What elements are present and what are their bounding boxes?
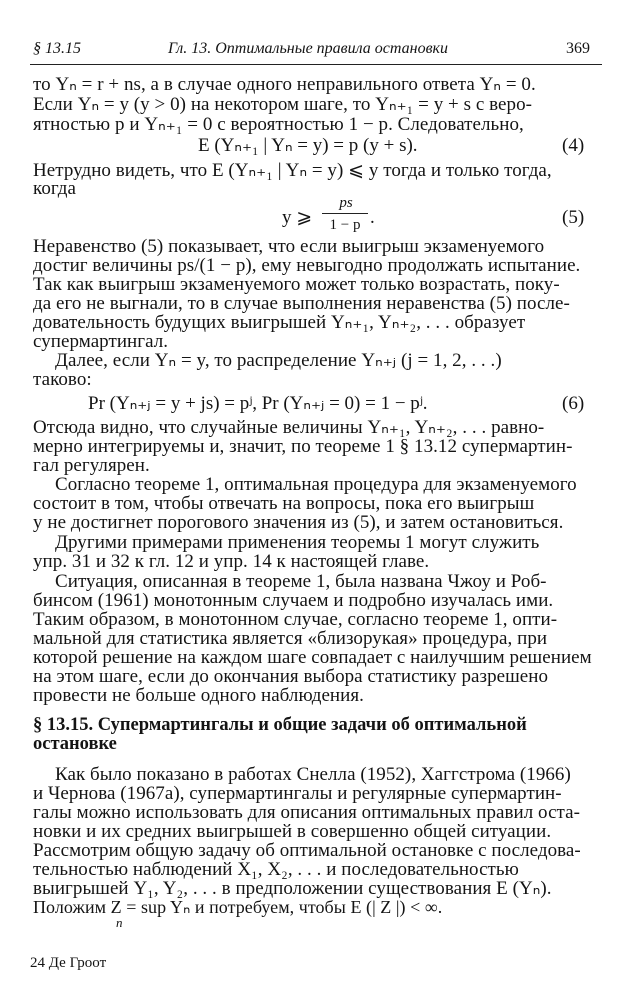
text-line: Согласно теореме 1, оптимальная процедура для экзаменуемого [55, 474, 577, 496]
text-line: Положим Z = sup Yₙ и потребуем, чтобы E (| Z |) < ∞. [33, 897, 443, 918]
text-line: упр. 31 и 32 к гл. 12 и упр. 14 к настоящей главе. [33, 551, 430, 573]
equation-5-lhs: y ⩾ [282, 206, 313, 228]
text-line: гал регулярен. [33, 455, 150, 477]
sup-subscript: n [116, 915, 123, 931]
text-line: Далее, если Yₙ = y, то распределение Yₙ₊ⱼ (j = 1, 2, . . .) [55, 350, 502, 372]
text-line: новки и их средних выигрышей в совершенно общей ситуации. [33, 821, 552, 843]
text-line: Если Yₙ = y (y > 0) на некотором шаге, то Yₙ₊₁ = y + s с веро- [33, 94, 533, 116]
text-line: довательность будущих выигрышей Yₙ₊₁, Yₙ₊₂, . . . образует [33, 311, 526, 333]
text-line: которой решение на каждом шаге совпадает с наилучшим решением [33, 647, 592, 669]
text-line: таково: [33, 369, 92, 391]
text-line: галы можно использовать для описания оптимальных правил оста- [33, 802, 581, 824]
equation-5-tail: . [370, 206, 375, 228]
text-line: Таким образом, в монотонном случае, согласно теореме 1, опти- [33, 609, 558, 631]
text-line: Неравенство (5) показывает, что если выигрыш экзаменуемого [33, 235, 545, 257]
text-line: когда [33, 177, 76, 199]
text-line: да его не выгнали, то в случае выполнения неравенства (5) после- [33, 292, 570, 314]
text-line: на этом шаге, если до окончания выбора статистику разрешено [33, 666, 549, 688]
text-line: Рассмотрим общую задачу об оптимальной остановке с последова- [33, 840, 581, 862]
text-line: бинсом (1961) монотонным случаем и подробно изучалась ими. [33, 590, 554, 612]
equation-4: E (Yₙ₊₁ | Yₙ = y) = p (y + s). [198, 135, 418, 157]
running-header-section: § 13.15 [33, 40, 81, 57]
text-line: Другими примерами применения теоремы 1 могут служить [55, 532, 540, 554]
header-rule [30, 64, 602, 65]
text-line: Как было показано в работах Снелла (1952), Хаггстрома (1966) [55, 764, 571, 786]
text-line: состоит в том, чтобы отвечать на вопросы, пока его выигрыш [33, 493, 535, 515]
equation-5-numerator: ps [339, 195, 353, 212]
text-line: достиг величины ps/(1 − p), ему невыгодно продолжать испытание. [33, 254, 581, 276]
text-line: супермартингал. [33, 330, 169, 352]
equation-number-6: (6) [562, 392, 585, 414]
text-line: Нетрудно видеть, что E (Yₙ₊₁ | Yₙ = y) ⩽ y тогда и только тогда, [33, 159, 552, 181]
text-line: мальной для статистика является «близорукая» процедура, при [33, 628, 548, 650]
text-line: и Чернова (1967a), супермартингалы и регулярные супермартин- [33, 783, 562, 805]
text-line: Ситуация, описанная в теореме 1, была названа Чжоу и Роб- [55, 571, 547, 593]
section-heading-continued: остановке [33, 734, 117, 755]
page-number: 369 [566, 40, 590, 57]
page-footer: 24 Де Гроот [30, 955, 107, 971]
equation-5-denominator: 1 − p [329, 216, 361, 233]
running-header-chapter: Гл. 13. Оптимальные правила остановки [168, 40, 449, 57]
text-line: провести не больше одного наблюдения. [33, 685, 364, 707]
text-line: ятностью p и Yₙ₊₁ = 0 с вероятностью 1 − p. Следовательно, [33, 114, 524, 136]
text-line: Так как выигрыш экзаменуемого может только возрастать, поку- [33, 273, 560, 295]
text-line: y не достигнет порогового значения из (5), и затем остановиться. [33, 512, 564, 534]
text-line: выигрышей Y₁, Y₂, . . . в предположении существования E (Yₙ). [33, 878, 552, 900]
text-line: тельностью наблюдений X₁, X₂, . . . и последовательностью [33, 859, 519, 881]
section-heading: § 13.15. Супермартингалы и общие задачи об оптимальной [33, 715, 527, 736]
text-line: Отсюда видно, что случайные величины Yₙ₊₁, Yₙ₊₂, . . . равно- [33, 417, 545, 439]
equation-number-4: (4) [562, 135, 585, 157]
equation-number-5: (5) [562, 206, 585, 228]
text-line: то Yₙ = r + ns, а в случае одного неправильного ответа Yₙ = 0. [33, 74, 536, 96]
text-line: мерно интегрируемы и, значит, по теореме 1 § 13.12 супермартин- [33, 436, 573, 458]
equation-6: Pr (Yₙ₊ⱼ = y + js) = pʲ, Pr (Yₙ₊ⱼ = 0) = 1 − pʲ. [88, 392, 428, 414]
